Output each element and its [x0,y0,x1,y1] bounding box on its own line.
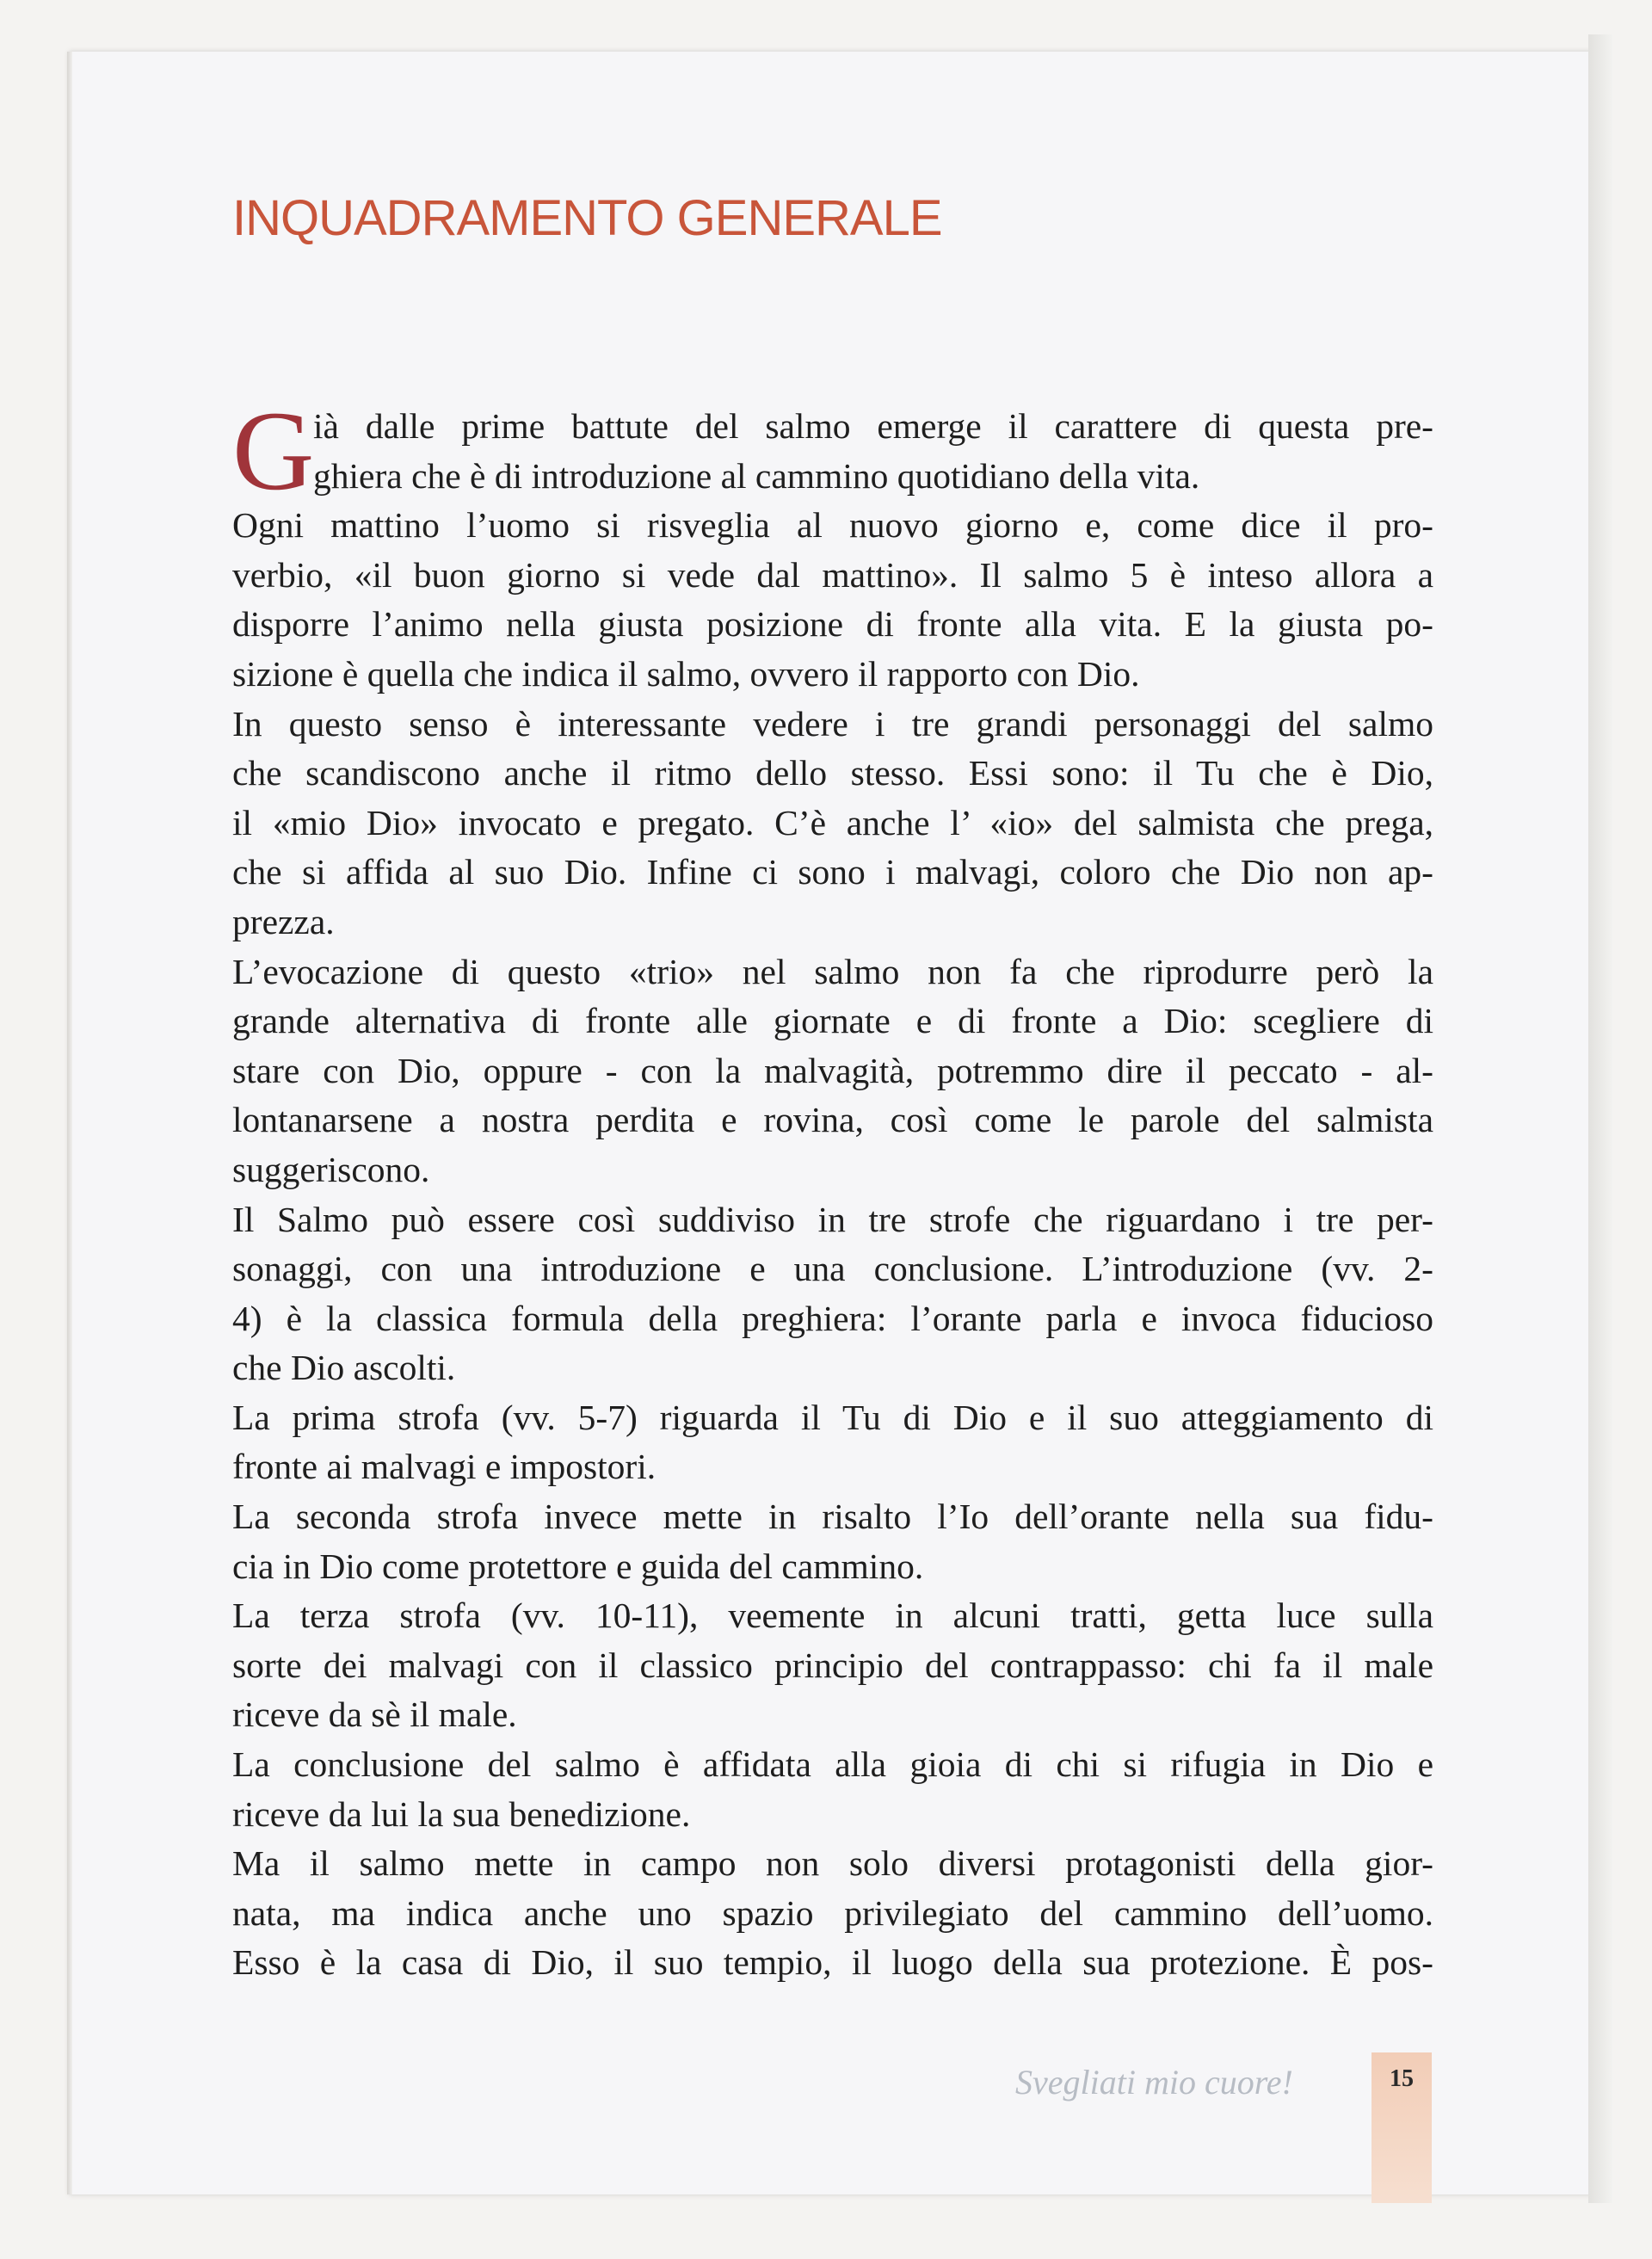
text-line: La seconda strofa invece mette in risalto l’Io dell’orante nella sua fidu- [232,1497,1433,1537]
text-line: sizione è quella che indica il salmo, ovvero il rapporto con Dio. [232,653,1140,694]
text-line: sonaggi, con una introduzione e una conclusione. L’introduzione (vv. 2- [232,1249,1433,1289]
drop-cap: G [232,387,315,514]
text-line: La conclusione del salmo è affidata alla gioia di chi si rifugia in Dio e [232,1744,1433,1785]
text-line: che scandiscono anche il ritmo dello stesso. Essi sono: il Tu che è Dio, [232,753,1433,793]
text-line: suggeriscono. [232,1149,430,1189]
text-line: verbio, «il buon giorno si vede dal mattino». Il salmo 5 è inteso allora a [232,554,1433,595]
book-title-footer: Svegliati mio cuore! [1015,2063,1293,2102]
text-line: Ogni mattino l’uomo si risveglia al nuovo giorno e, come dice il pro- [232,505,1433,546]
page-binding-edge [67,52,72,2194]
text-line: fronte ai malvagi e impostori. [232,1447,656,1487]
text-line: Esso è la casa di Dio, il suo tempio, il luogo della sua protezione. È pos- [232,1942,1433,1983]
text-line: La terza strofa (vv. 10-11), veemente in alcuni tratti, getta luce sulla [232,1595,1433,1636]
page-right-edge [1588,34,1612,2203]
section-heading: INQUADRAMENTO GENERALE [232,190,942,246]
text-line: cia in Dio come protettore e guida del cammino. [232,1546,924,1586]
text-line: che si affida al suo Dio. Infine ci sono i malvagi, coloro che Dio non ap- [232,852,1433,892]
text-line: ià dalle prime battute del salmo emerge il carattere di questa pre- [313,406,1433,446]
text-line: ghiera che è di introduzione al cammino quotidiano della vita. [313,455,1200,496]
text-line: sorte dei malvagi con il classico principio del contrappasso: chi fa il male [232,1645,1433,1685]
text-line: La prima strofa (vv. 5-7) riguarda il Tu di Dio e il suo atteggiamento di [232,1397,1433,1437]
text-line: 4) è la classica formula della preghiera: l’orante parla e invoca fiducioso [232,1298,1433,1338]
text-line: In questo senso è interessante vedere i tre grandi personaggi del salmo [232,703,1433,744]
text-line: prezza. [232,901,335,941]
text-line: Ma il salmo mette in campo non solo diversi protagonisti della gior- [232,1843,1433,1884]
text-line: riceve da sè il male. [232,1694,517,1735]
text-line: grande alternativa di fronte alle giornate e di fronte a Dio: scegliere di [232,1001,1433,1041]
text-line: stare con Dio, oppure - con la malvagità, potremmo dire il peccato - al- [232,1050,1433,1090]
text-line: nata, ma indica anche uno spazio privilegiato del cammino dell’uomo. [232,1892,1433,1933]
text-line: riceve da lui la sua benedizione. [232,1793,691,1834]
text-line: lontanarsene a nostra perdita e rovina, così come le parole del salmista [232,1100,1433,1140]
text-line: L’evocazione di questo «trio» nel salmo non fa che riprodurre però la [232,951,1433,991]
text-line: disporre l’animo nella giusta posizione di fronte alla vita. E la giusta po- [232,604,1433,645]
text-line: che Dio ascolti. [232,1348,456,1388]
body-text [232,402,1433,1988]
text-line: Il Salmo può essere così suddiviso in tre strofe che riguardano i tre per- [232,1199,1433,1239]
text-line: il «mio Dio» invocato e pregato. C’è anche l’ «io» del salmista che prega, [232,802,1433,842]
page-number: 15 [1390,2065,1414,2092]
